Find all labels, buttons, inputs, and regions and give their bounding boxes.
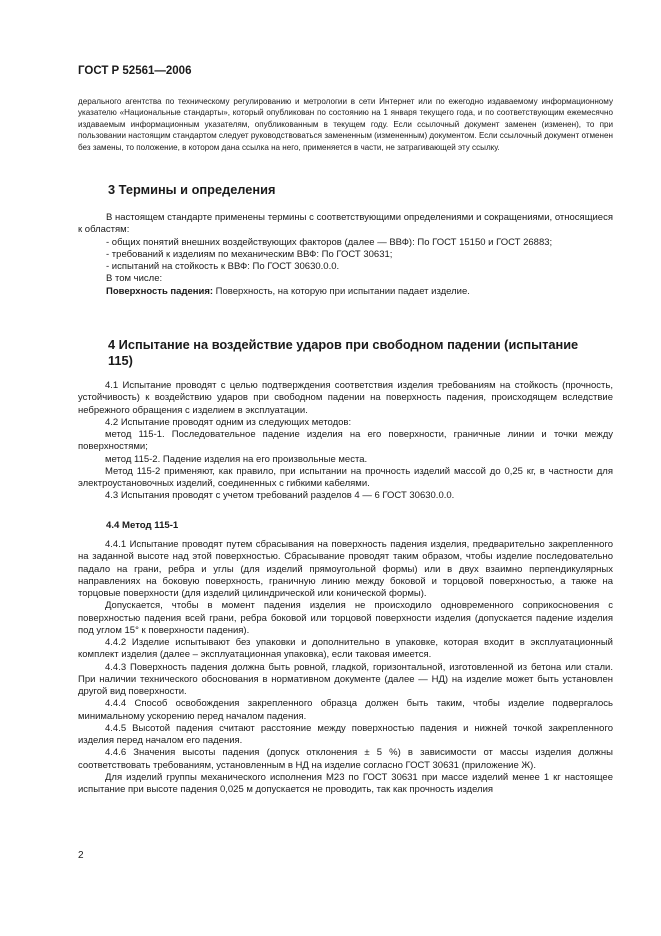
paragraph: - общих понятий внешних воздействующих факторов (далее — ВВФ): По ГОСТ 15150 и ГОСТ 26883; bbox=[106, 236, 553, 248]
paragraph: 4.1 Испытание проводят с целью подтверждения соответствия изделия требованиям на стойкость (прочность, устойчивость) к воздействию ударов при свободном падении на поверхность падения, происходящем вследствие небрежного обращения с изделием в эксплуатации. bbox=[78, 380, 613, 416]
subsection-4-4-title: 4.4 Метод 115-1 bbox=[106, 520, 179, 531]
term-label: Поверхность падения: bbox=[106, 285, 214, 297]
paragraph: 4.2 Испытание проводят одним из следующих методов: bbox=[105, 416, 352, 428]
paragraph: 4.4.1 Испытание проводят путем сбрасывания на поверхность падения изделия, предварительно закрепленного на заданной высоте над этой поверхностью. Сбрасывание проводят таким образом, чтобы изделие последовательно падало на грани, ребра и углы (для изделий прямоугольной формы) или в двух взаимно перпендикулярных направлениях на боковую поверхность, граничную линию между боковой и торцовой поверхностью, а также на торцовые поверхности (для изделий цилиндрической или конической формы). bbox=[78, 539, 613, 599]
term-text: Поверхность, на которую при испытании падает изделие. bbox=[213, 285, 470, 297]
intro-paragraph: дерального агентства по техническому регулированию и метрологии в сети Интернет или по ежегодно издаваемому информационному указателю «Национальные стандарты», который опубликован по состоянию на 1 января текущего года, и по соответствующим ежемесячно издаваемым информационным указателям, опубликованным в текущем году. Если ссылочный документ заменен (изменен), то при пользовании настоящим стандартом следует руководствоваться замененным (измененным) документом. Если ссылочный документ отменен без замены, то положение, в котором дана ссылка на него, применяется в части, не затрагивающей эту ссылку. bbox=[78, 97, 613, 152]
paragraph: метод 115-2. Падение изделия на его произвольные места. bbox=[105, 453, 368, 465]
paragraph: 4.4.5 Высотой падения считают расстояние между поверхностью падения и нижней точкой закрепленного изделия перед началом его падения. bbox=[78, 722, 613, 746]
subsection-4-4-body bbox=[78, 539, 613, 796]
paragraph: - испытаний на стойкость к ВВФ: По ГОСТ 30630.0.0. bbox=[106, 261, 340, 272]
paragraph: 4.3 Испытания проводят с учетом требований разделов 4 — 6 ГОСТ 30630.0.0. bbox=[105, 490, 455, 502]
paragraph: 4.4.6 Значения высоты падения (допуск отклонения ± 5 %) в зависимости от массы изделия должны соответствовать требованиям, установленным в НД на изделие согласно ГОСТ 30631 (приложение Ж). bbox=[78, 747, 613, 771]
paragraph: метод 115-1. Последовательное падение изделия на его поверхности, граничные линии и точки между поверхностями; bbox=[78, 429, 613, 453]
paragraph: - требований к изделиям по механическим ВВФ: По ГОСТ 30631; bbox=[106, 248, 393, 260]
paragraph: Метод 115-2 применяют, как правило, при испытании на прочность изделий массой до 0,25 кг, в частности для электроустановочных изделий, соединенных с гибкими кабелями. bbox=[78, 465, 613, 489]
section-4-body bbox=[78, 380, 613, 503]
term-definition bbox=[78, 286, 613, 298]
paragraph: 4.4.2 Изделие испытывают без упаковки и дополнительно в упаковке, которая входит в эксплуатационный комплект изделия (далее – эксплуатационная упаковка), если таковая имеется. bbox=[78, 637, 613, 661]
paragraph: В том числе: bbox=[106, 273, 163, 285]
section-3-title: 3 Термины и определения bbox=[108, 182, 276, 197]
section-4-title: 4 Испытание на воздействие ударов при свободном падении (испытание 115) bbox=[108, 337, 579, 368]
paragraph: В настоящем стандарте применены термины с соответствующими определениями и сокращениями, относящиеся к областям: bbox=[78, 212, 613, 236]
paragraph: Для изделий группы механического исполнения М23 по ГОСТ 30631 при массе изделий менее 1 кг настоящее испытание при высоте падения 0,025 м допускается не проводить, так как прочность изделия bbox=[78, 771, 613, 795]
paragraph: 4.4.3 Поверхность падения должна быть ровной, гладкой, горизонтальной, изготовленной из бетона или стали. При наличии технического обоснования в нормативном документе (далее — НД) на изделие может быть установлен другой вид поверхности. bbox=[78, 661, 613, 697]
section-3-body bbox=[78, 212, 613, 298]
paragraph: Допускается, чтобы в момент падения изделия не происходило одновременного соприкосновения с поверхностью падения всей грани, ребра боковой или торцовой поверхности изделия (допускается падение изделия под углом 15° к поверхности падения). bbox=[78, 600, 613, 636]
document-header: ГОСТ Р 52561—2006 bbox=[78, 65, 192, 77]
page-number: 2 bbox=[78, 850, 84, 861]
paragraph: 4.4.4 Способ освобождения закрепленного образца должен быть таким, чтобы изделие подвергалось минимальному ускорению перед началом падения. bbox=[78, 698, 613, 722]
